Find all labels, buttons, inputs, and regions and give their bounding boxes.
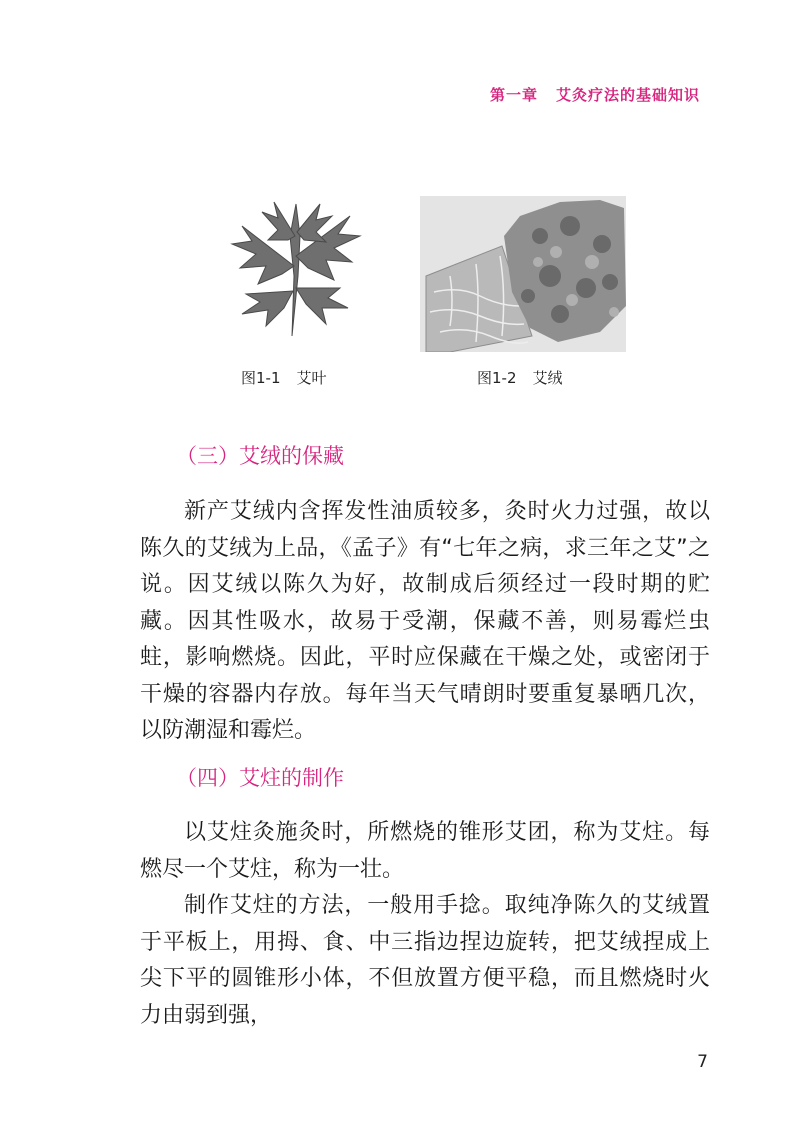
figure-number: 图1-2: [477, 369, 517, 387]
figure-number: 图1-1: [241, 369, 281, 387]
paragraph-storage: 新产艾绒内含挥发性油质较多，灸时火力过强，故以陈久的艾绒为上品，《孟子》有“七年之病，求三年之艾”之说。因艾绒以陈久为好，故制成后须经过一段时期的贮藏。因其性吸水，故易于受潮，保藏不善，则易霉烂虫蛀，影响燃烧。因此，平时应保藏在干燥之处，或密闭于干燥的容器内存放。每年当天气晴朗时要重复暴晒几次，以防潮湿和霉烂。: [140, 499, 710, 743]
chapter-number: 第一章: [489, 86, 538, 104]
paragraph-definition: 以艾炷灸施灸时，所燃烧的锥形艾团，称为艾炷。每燃尽一个艾炷，称为一壮。: [140, 820, 710, 882]
figure-caption: [241, 367, 327, 388]
figure-caption: [477, 367, 563, 388]
moxa-wool-icon: [420, 196, 626, 352]
figure-mugwort-leaf: [222, 196, 362, 346]
chapter-title: 艾灸疗法的基础知识: [555, 86, 700, 104]
section-heading-making: （四）艾炷的制作: [176, 766, 344, 790]
figure-label: 艾绒: [532, 369, 563, 387]
mugwort-leaf-icon: [222, 196, 362, 346]
section-heading-storage: （三）艾绒的保藏: [176, 444, 344, 468]
running-header: [490, 84, 700, 105]
page-number: 7: [697, 1052, 708, 1072]
paragraph-method: 制作艾炷的方法，一般用手捻。取纯净陈久的艾绒置于平板上，用拇、食、中三指边捏边旋转，把艾绒捏成上尖下平的圆锥形小体，不但放置方便平稳，而且燃烧时火力由弱到强，: [140, 893, 710, 1028]
figure-moxa-wool: [420, 196, 626, 352]
figure-label: 艾叶: [296, 369, 327, 387]
